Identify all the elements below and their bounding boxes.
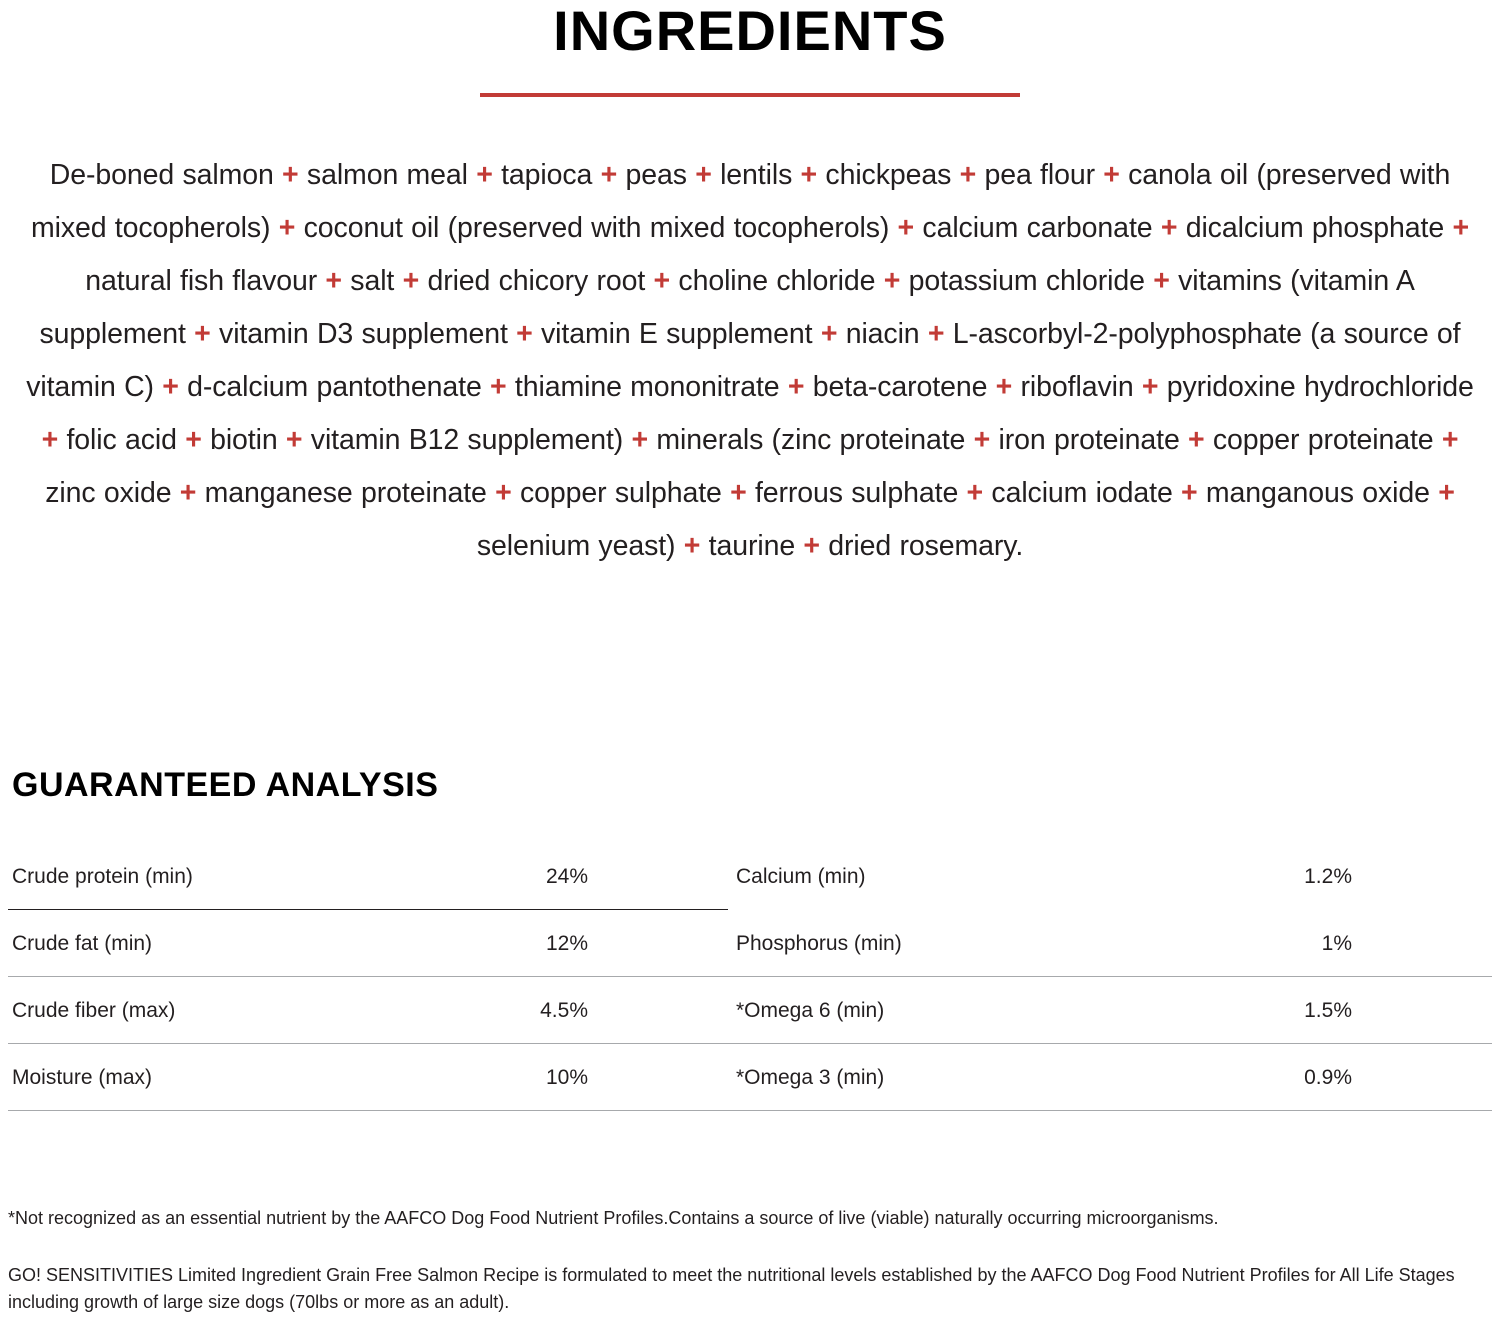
ingredient-separator: +: [486, 476, 520, 509]
ingredient-item: pea flour: [984, 158, 1095, 191]
ingredient-separator: +: [721, 476, 755, 509]
nutrient-value: 4.5%: [478, 977, 728, 1044]
ingredient-item: copper proteinate: [1212, 423, 1434, 456]
ingredient-separator: +: [686, 158, 721, 191]
ingredient-item: vitamins (vitamin A supplement: [39, 264, 1415, 350]
ingredient-separator: +: [153, 370, 188, 403]
title-underline-rule: [480, 93, 1020, 97]
ingredient-separator: +: [779, 370, 813, 403]
nutrient-label: *Omega 3 (min): [728, 1044, 1198, 1111]
ingredient-separator: +: [645, 264, 679, 297]
table-row: [8, 977, 1492, 1044]
formulation-footnote: GO! SENSITIVITIES Limited Ingredient Grain Free Salmon Recipe is formulated to meet the nutritional levels established by the AAFCO Dog Food Nutrient Profiles for All Life Stages including growth of large size dogs (70lbs or more as an adult).: [8, 1265, 1455, 1312]
ingredient-separator: +: [1094, 158, 1129, 191]
ingredient-separator: +: [176, 423, 211, 456]
aafco-footnote: *Not recognized as an essential nutrient by the AAFCO Dog Food Nutrient Profiles.Contains a source of live (viable) naturally occurring microorganisms.: [8, 1208, 1219, 1228]
ingredient-separator: +: [812, 317, 846, 350]
nutrient-label: Crude protein (min): [8, 843, 478, 910]
ingredient-separator: +: [185, 317, 220, 350]
ingredient-item: niacin: [845, 317, 920, 350]
ingredient-item: thiamine mononitrate: [514, 370, 780, 403]
nutrient-label: Crude fat (min): [8, 910, 478, 977]
ingredient-separator: +: [987, 370, 1021, 403]
ingredient-item: potassium chloride: [908, 264, 1145, 297]
ingredient-item: choline chloride: [678, 264, 876, 297]
ingredient-separator: +: [41, 423, 67, 456]
ingredient-separator: +: [467, 158, 502, 191]
page-title: INGREDIENTS: [553, 0, 947, 62]
ingredient-separator: +: [1152, 211, 1186, 244]
ingredient-item: peas: [625, 158, 687, 191]
ingredient-separator: +: [1144, 264, 1179, 297]
ingredient-separator: +: [592, 158, 626, 191]
ingredient-item: tapioca: [501, 158, 593, 191]
ingredient-separator: +: [1133, 370, 1167, 403]
ingredient-item: copper sulphate: [519, 476, 722, 509]
ingredient-item: ferrous sulphate: [754, 476, 959, 509]
ingredient-separator: +: [795, 529, 829, 562]
guaranteed-analysis-section: [8, 766, 1492, 1111]
ingredient-separator: +: [951, 158, 985, 191]
ingredient-item: beta-carotene: [812, 370, 988, 403]
ingredient-item: biotin: [210, 423, 278, 456]
ingredient-separator: +: [1172, 476, 1206, 509]
ingredient-item: dicalcium phosphate: [1185, 211, 1445, 244]
ingredient-item: L-ascorbyl-2-polyphosphate (a source of vitamin C): [26, 317, 1461, 403]
nutrient-value: 1%: [1198, 910, 1492, 977]
ingredient-item: lentils: [720, 158, 793, 191]
ingredient-separator: +: [792, 158, 826, 191]
nutrient-value: 0.9%: [1198, 1044, 1492, 1111]
ingredient-item: folic acid: [66, 423, 177, 456]
ingredient-separator: +: [394, 264, 428, 297]
ingredient-separator: +: [965, 423, 999, 456]
nutrient-value: 1.5%: [1198, 977, 1492, 1044]
nutrient-label: Moisture (max): [8, 1044, 478, 1111]
ingredient-item: taurine: [708, 529, 796, 562]
ingredient-item: minerals (zinc proteinate: [656, 423, 966, 456]
ingredient-separator: +: [270, 211, 304, 244]
nutrient-label: Phosphorus (min): [728, 910, 1198, 977]
ingredient-item: chickpeas: [825, 158, 952, 191]
ingredient-separator: +: [273, 158, 307, 191]
ingredient-item: riboflavin: [1020, 370, 1134, 403]
ingredient-separator: +: [1444, 211, 1470, 244]
ingredient-item: dried rosemary.: [828, 529, 1024, 562]
ingredient-item: salt: [350, 264, 395, 297]
ingredient-item: natural fish flavour: [85, 264, 318, 297]
nutrient-label: *Omega 6 (min): [728, 977, 1198, 1044]
ingredient-separator: +: [958, 476, 992, 509]
ingredient-item: manganous oxide: [1205, 476, 1430, 509]
ingredient-separator: +: [317, 264, 351, 297]
ingredient-separator: +: [171, 476, 205, 509]
table-row: [8, 843, 1492, 910]
table-row: [8, 1044, 1492, 1111]
ingredients-list: [8, 149, 1492, 573]
ingredient-separator: +: [875, 264, 909, 297]
ingredient-item: vitamin E supplement: [541, 317, 813, 350]
ingredient-separator: +: [889, 211, 923, 244]
guaranteed-analysis-title: GUARANTEED ANALYSIS: [12, 766, 439, 804]
nutrient-label: Crude fiber (max): [8, 977, 478, 1044]
ingredient-separator: +: [675, 529, 709, 562]
ingredient-separator: +: [919, 317, 953, 350]
ingredient-separator: +: [1179, 423, 1213, 456]
ingredient-item: selenium yeast): [476, 529, 676, 562]
ingredient-item: vitamin B12 supplement): [310, 423, 624, 456]
ingredient-item: calcium iodate: [991, 476, 1173, 509]
ingredient-item: manganese proteinate: [204, 476, 487, 509]
nutrient-label: Calcium (min): [736, 865, 866, 889]
ingredient-item: iron proteinate: [998, 423, 1180, 456]
ingredient-separator: +: [623, 423, 657, 456]
ingredient-separator: +: [1433, 423, 1459, 456]
ingredient-item: zinc oxide: [45, 476, 172, 509]
ingredient-item: calcium carbonate: [922, 211, 1153, 244]
nutrient-value: 12%: [478, 910, 728, 977]
ingredients-header: [8, 0, 1492, 97]
ingredient-separator: +: [1429, 476, 1455, 509]
ingredient-separator: +: [481, 370, 515, 403]
ingredient-item: canola oil (preserved with mixed tocopherols): [30, 158, 1451, 244]
ingredient-item: dried chicory root: [427, 264, 646, 297]
ingredient-item: coconut oil (preserved with mixed tocopherols): [303, 211, 890, 244]
ingredient-separator: +: [507, 317, 542, 350]
ingredient-item: pyridoxine hydrochloride: [1166, 370, 1474, 403]
nutrient-value: 24%: [478, 843, 728, 910]
ingredient-item: vitamin D3 supplement: [219, 317, 508, 350]
ingredient-item: De-boned salmon: [49, 158, 274, 191]
ingredient-item: salmon meal: [306, 158, 468, 191]
ingredient-separator: +: [277, 423, 311, 456]
nutrient-value: 10%: [478, 1044, 728, 1111]
nutrient-value: 1.2%: [1304, 865, 1352, 889]
guaranteed-analysis-table: [8, 843, 1492, 1111]
ingredient-item: d-calcium pantothenate: [187, 370, 482, 403]
table-row: [8, 910, 1492, 977]
